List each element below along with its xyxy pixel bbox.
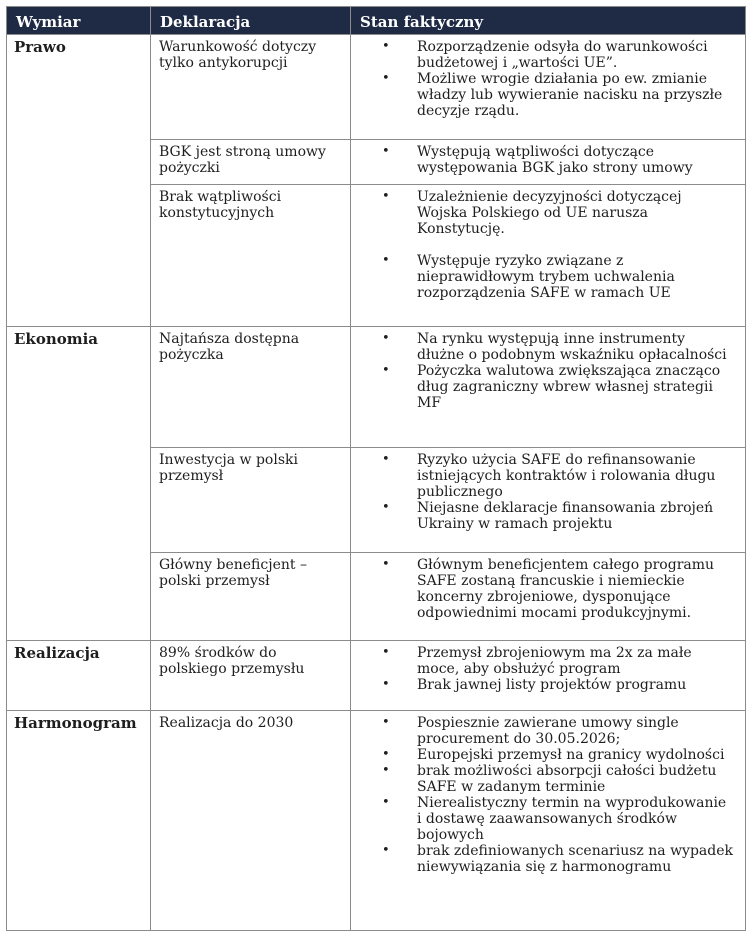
declaration-cell: Brak wątpliwości konstytucyjnych [151, 185, 351, 327]
fact-item: • Ryzyko użycia SAFE do refinansowanie istniejących kontraktów i rolowania długu publicznego [359, 452, 737, 500]
fact-item: • brak możliwości absorpcji całości budżetu SAFE w zadanym terminie [359, 763, 737, 795]
comparison-table [6, 6, 746, 931]
dimension-cell-empty [7, 553, 151, 641]
table-row [7, 448, 746, 553]
table-row [7, 140, 746, 185]
header-dimension: Wymiar [7, 7, 151, 35]
fact-item: • Głównym beneficjentem całego programu SAFE zostaną francuskie i niemieckie koncerny zbrojeniowe, dysponujące odpowiednimi mocami produkcyjnymi. [359, 557, 737, 621]
facts-cell [351, 711, 746, 931]
dimension-cell: Prawo [7, 35, 151, 140]
fact-item: • Występuje ryzyko związane z nieprawidłowym trybem uchwalenia rozporządzenia SAFE w ramach UE [359, 253, 737, 301]
declaration-cell: Realizacja do 2030 [151, 711, 351, 931]
fact-item: • Europejski przemysł na granicy wydolności [359, 747, 737, 763]
fact-item: • Pospiesznie zawierane umowy single procurement do 30.05.2026; [359, 715, 737, 747]
declaration-cell: Główny beneficjent – polski przemysł [151, 553, 351, 641]
facts-cell [351, 35, 746, 140]
table-row [7, 185, 746, 327]
declaration-cell: BGK jest stroną umowy pożyczki [151, 140, 351, 185]
fact-item: • Występują wątpliwości dotyczące występowania BGK jako strony umowy [359, 144, 737, 176]
fact-item: • Rozporządzenie odsyła do warunkowości budżetowej i „wartości UE”. [359, 39, 737, 71]
header-row [7, 7, 746, 35]
facts-cell [351, 327, 746, 448]
fact-item: • Nierealistyczny termin na wyprodukowanie i dostawę zaawansowanych środków bojowych [359, 795, 737, 843]
facts-cell [351, 641, 746, 711]
comparison-table-wrapper [6, 6, 745, 931]
header-declaration: Deklaracja [151, 7, 351, 35]
facts-cell [351, 448, 746, 553]
declaration-cell: Najtańsza dostępna pożyczka [151, 327, 351, 448]
dimension-cell: Realizacja [7, 641, 151, 711]
fact-item: • Pożyczka walutowa zwiększająca znacząco dług zagraniczny wbrew własnej strategii MF [359, 363, 737, 411]
fact-item: • Niejasne deklaracje finansowania zbrojeń Ukrainy w ramach projektu [359, 500, 737, 532]
fact-item: • Na rynku występują inne instrumenty dłużne o podobnym wskaźniku opłacalności [359, 331, 737, 363]
facts-cell [351, 185, 746, 327]
table-row [7, 711, 746, 931]
table-row [7, 35, 746, 140]
fact-item: • brak zdefiniowanych scenariusz na wypadek niewywiązania się z harmonogramu [359, 843, 737, 875]
declaration-cell: Inwestycja w polski przemysł [151, 448, 351, 553]
table-row [7, 327, 746, 448]
table-row [7, 641, 746, 711]
fact-item: • Przemysł zbrojeniowym ma 2x za małe moce, aby obsłużyć program [359, 645, 737, 677]
declaration-cell: Warunkowość dotyczy tylko antykorupcji [151, 35, 351, 140]
table-row [7, 553, 746, 641]
declaration-cell: 89% środków do polskiego przemysłu [151, 641, 351, 711]
facts-cell [351, 553, 746, 641]
dimension-cell: Ekonomia [7, 327, 151, 448]
facts-cell [351, 140, 746, 185]
header-actual-state: Stan faktyczny [351, 7, 746, 35]
dimension-cell-empty [7, 448, 151, 553]
dimension-cell-empty [7, 185, 151, 327]
fact-item: • Możliwe wrogie działania po ew. zmianie władzy lub wywieranie nacisku na przyszłe decyzje rządu. [359, 71, 737, 119]
fact-item: • Uzależnienie decyzyjności dotyczącej Wojska Polskiego od UE narusza Konstytucję. [359, 189, 737, 237]
dimension-cell-empty [7, 140, 151, 185]
fact-item: • Brak jawnej listy projektów programu [359, 677, 737, 693]
dimension-cell: Harmonogram [7, 711, 151, 931]
